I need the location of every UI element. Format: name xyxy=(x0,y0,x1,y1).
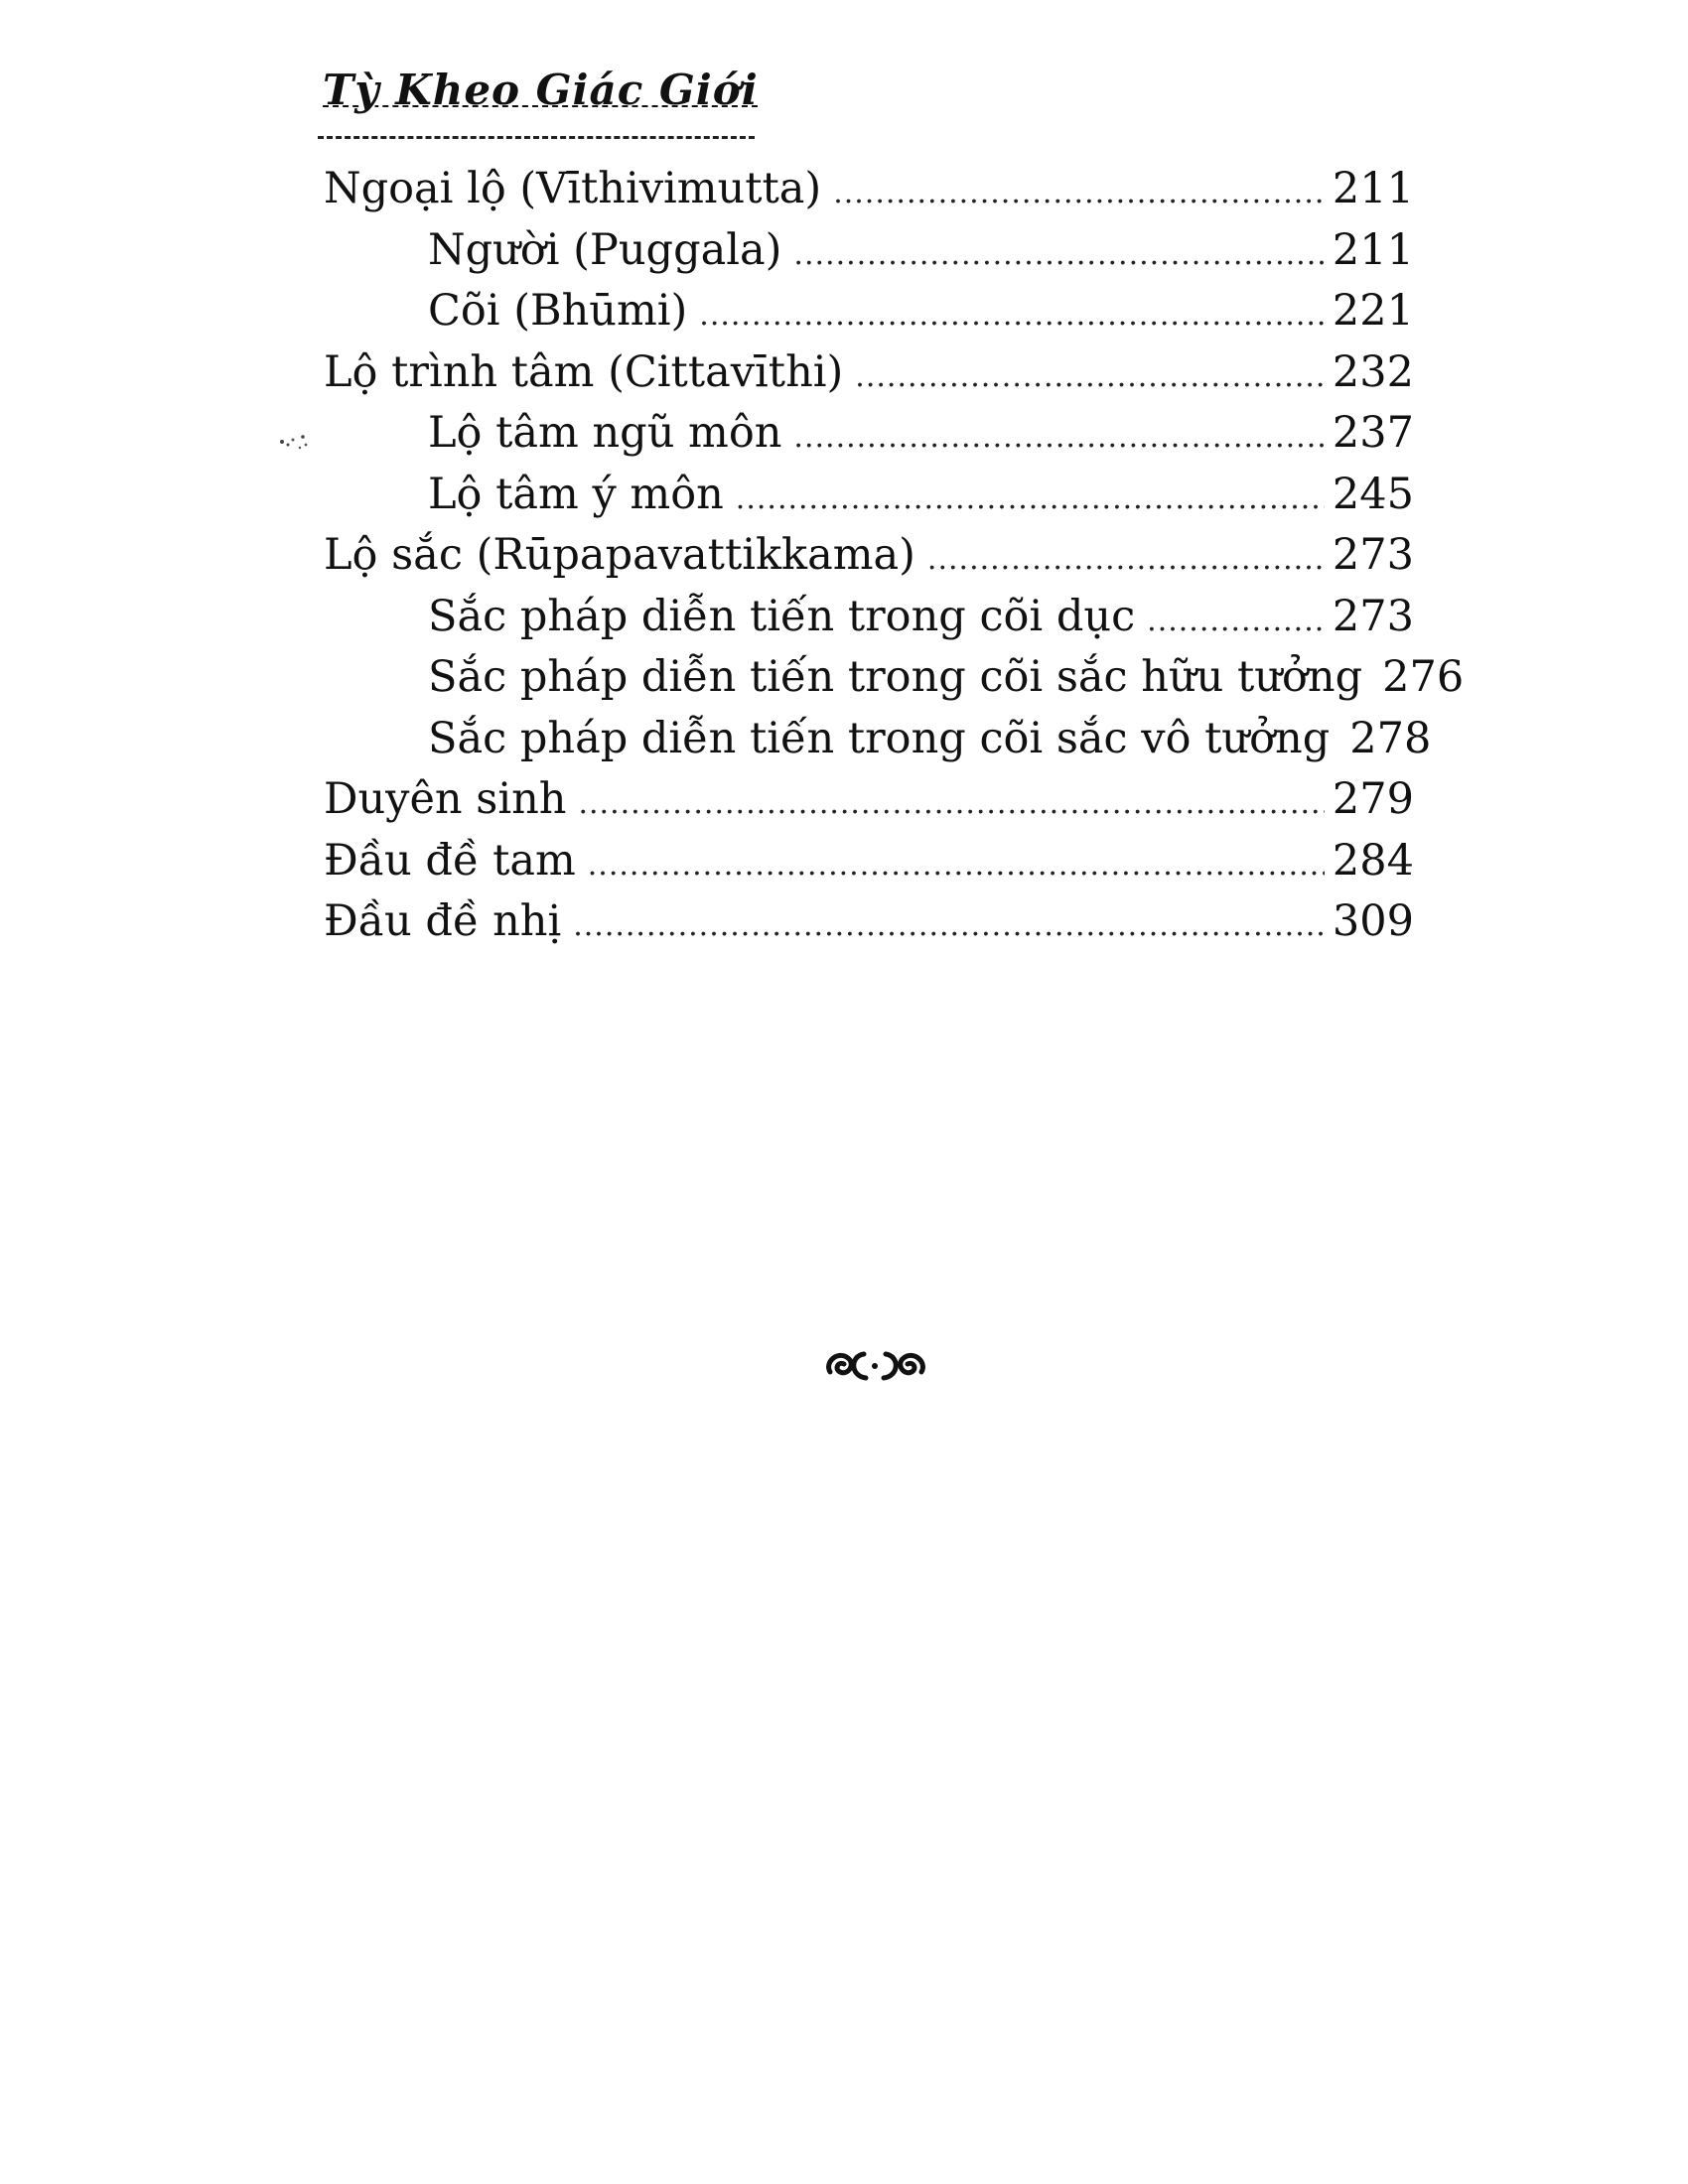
toc-entry xyxy=(324,403,1414,465)
toc-dot-leader xyxy=(699,285,1325,346)
margin-specks-icon xyxy=(276,420,316,460)
toc-entry-page-number: 237 xyxy=(1332,408,1414,458)
toc-entry xyxy=(324,709,1432,770)
toc-entry-title: Sắc pháp diễn tiến trong cõi dục xyxy=(428,591,1136,641)
toc-entry xyxy=(324,281,1414,342)
toc-entry xyxy=(324,342,1414,404)
floral-ornament-icon xyxy=(820,1344,931,1386)
toc-entry xyxy=(324,647,1465,709)
toc-entry-title: Cõi (Bhūmi) xyxy=(428,286,688,336)
toc-entry-title: Ngoại lộ (Vīthivimutta) xyxy=(324,164,822,213)
toc-entry xyxy=(324,587,1414,648)
toc-entry-page-number: 273 xyxy=(1332,591,1414,641)
toc-entry-title: Người (Puggala) xyxy=(428,224,782,275)
toc-dot-leader xyxy=(793,224,1325,286)
toc-entry-page-number: 278 xyxy=(1349,713,1432,763)
toc-dot-leader xyxy=(588,835,1325,896)
toc-dot-leader xyxy=(833,163,1325,224)
toc-dot-leader xyxy=(855,346,1325,408)
toc-dot-leader xyxy=(1147,591,1325,652)
toc-dot-leader xyxy=(736,469,1325,530)
toc-entry-title: Lộ sắc (Rūpapavattikkama) xyxy=(324,530,915,580)
toc-entry-page-number: 232 xyxy=(1332,346,1414,397)
toc-entry-page-number: 273 xyxy=(1332,530,1414,580)
toc-dot-leader xyxy=(927,529,1325,591)
toc-entry xyxy=(324,831,1414,892)
running-head-title: Tỳ Kheo Giác Giới xyxy=(323,66,759,114)
toc-entry-page-number: 309 xyxy=(1332,896,1414,946)
toc-entry-page-number: 211 xyxy=(1332,224,1414,275)
toc-entry xyxy=(324,159,1414,220)
table-of-contents xyxy=(324,159,1465,953)
toc-dot-leader xyxy=(578,773,1324,835)
toc-entry xyxy=(324,465,1414,526)
toc-entry-title: Lộ tâm ý môn xyxy=(428,469,724,519)
toc-entry xyxy=(324,525,1414,587)
toc-entry-title: Lộ tâm ngũ môn xyxy=(428,408,782,458)
toc-entry-page-number: 211 xyxy=(1332,164,1414,213)
toc-entry-title: Sắc pháp diễn tiến trong cõi sắc vô tưởng xyxy=(428,713,1331,763)
toc-entry xyxy=(324,220,1414,282)
toc-entry-page-number: 279 xyxy=(1332,774,1414,824)
toc-entry-title: Đầu đề tam xyxy=(324,835,576,886)
toc-entry-title: Sắc pháp diễn tiến trong cõi sắc hữu tưởng xyxy=(428,652,1363,702)
toc-dot-leader xyxy=(573,895,1325,957)
toc-entry-page-number: 245 xyxy=(1332,469,1414,519)
header-dashed-rule xyxy=(318,136,755,139)
toc-dot-leader xyxy=(793,407,1325,469)
toc-entry-page-number: 221 xyxy=(1332,286,1414,336)
toc-entry-page-number: 284 xyxy=(1332,835,1414,886)
toc-entry-page-number: 276 xyxy=(1382,652,1465,702)
toc-entry-title: Đầu đề nhị xyxy=(324,896,562,946)
toc-entry-title: Lộ trình tâm (Cittavīthi) xyxy=(324,346,844,397)
toc-entry xyxy=(324,891,1414,953)
toc-entry-title: Duyên sinh xyxy=(324,774,567,824)
page-header xyxy=(323,62,759,149)
toc-entry xyxy=(324,769,1414,831)
